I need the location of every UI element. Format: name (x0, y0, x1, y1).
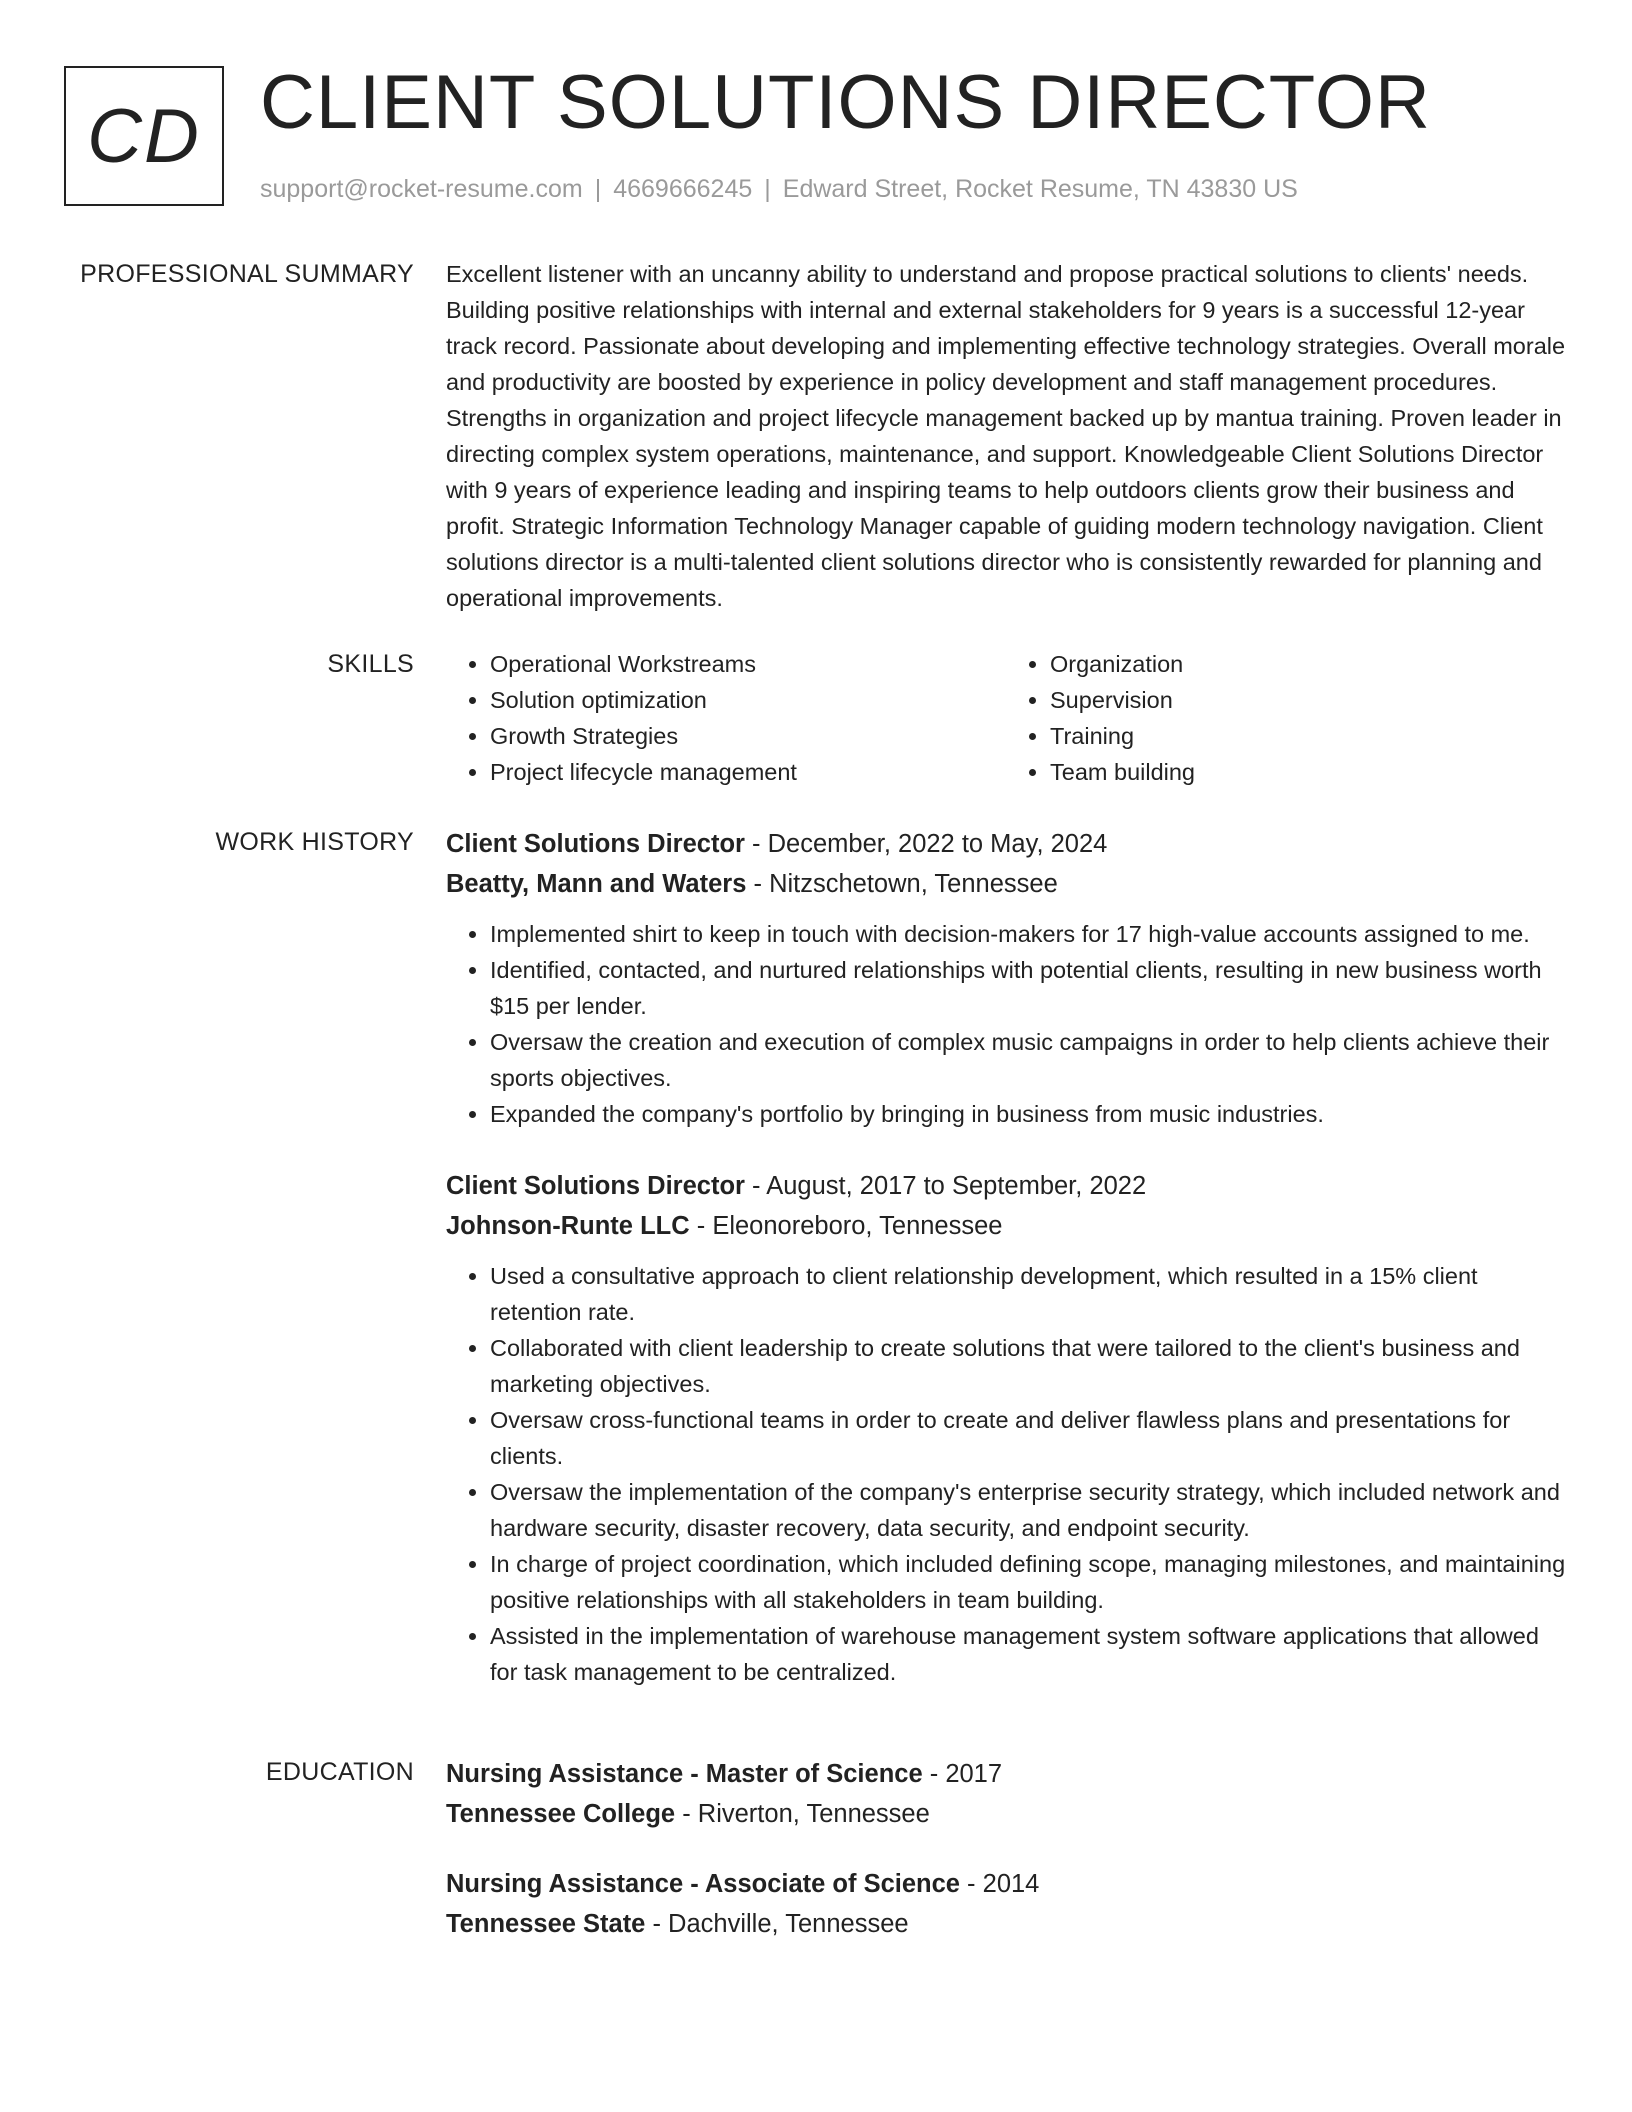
skill-item: • Growth Strategies (490, 718, 1006, 754)
contact-separator: | (764, 175, 771, 203)
job-dates: December, 2022 to May, 2024 (767, 830, 1108, 858)
phone-number: 4669666245 (613, 175, 753, 203)
education-school: Tennessee College (446, 1800, 676, 1828)
job-title: Client Solutions Director (446, 1172, 745, 1200)
contact-line (260, 174, 1298, 204)
skill-item: • Operational Workstreams (490, 646, 1006, 682)
skill-item: • Project lifecycle management (490, 754, 1006, 790)
contact-separator: | (594, 175, 602, 203)
job-location: Eleonoreboro, Tennessee (712, 1212, 1003, 1240)
education-year: 2017 (945, 1760, 1003, 1788)
education-degree-line: Nursing Assistance - Master of Science - 2017 (446, 1760, 1003, 1788)
job-bullet: • Implemented shirt to keep in touch with decision-makers for 17 high-value accounts assigned to me. (490, 916, 1566, 952)
skills-column-left (446, 646, 1006, 790)
monogram-logo: CD (64, 66, 224, 206)
education-school-line: Tennessee College - Riverton, Tennessee (446, 1800, 930, 1828)
job-bullet: • Oversaw the implementation of the company's enterprise security strategy, which included network and hardware security, disaster recovery, data security, and endpoint security. (490, 1474, 1566, 1546)
education-degree: Nursing Assistance - Master of Science (446, 1760, 923, 1788)
skill-item: • Organization (1050, 646, 1566, 682)
job-bullets (446, 916, 1566, 1132)
job-location: Nitzschetown, Tennessee (769, 870, 1058, 898)
job-bullets (446, 1258, 1566, 1690)
education-entry (446, 1864, 1566, 1944)
education-location: Riverton, Tennessee (697, 1800, 930, 1828)
job-bullet: • Used a consultative approach to client relationship development, which resulted in a 15% client retention rate. (490, 1258, 1566, 1330)
education-location: Dachville, Tennessee (668, 1910, 909, 1938)
address: Edward Street, Rocket Resume, TN 43830 US (782, 175, 1298, 203)
section-heading-skills: SKILLS (327, 650, 414, 678)
skill-item: • Training (1050, 718, 1566, 754)
education-entry (446, 1754, 1566, 1834)
skill-item: • Team building (1050, 754, 1566, 790)
skills-column-right (1006, 646, 1566, 790)
summary-text: Excellent listener with an uncanny ability to understand and propose practical solutions to clients' needs. Building positive relationships with internal and external stakeholders for 9 years is a successful 12-year track record. Passionate about developing and implementing effective technology strategies. Overall morale and productivity are boosted by experience in policy development and staff management procedures. Strengths in organization and project lifecycle management backed up by mantua training. Proven leader in directing complex system operations, maintenance, and support. Knowledgeable Client Solutions Director with 9 years of experience leading and inspiring teams to help outdoors clients grow their business and profit. Strategic Information Technology Manager capable of guiding modern technology navigation. Client solutions director is a multi-talented client solutions director who is consistently rewarded for planning and operational improvements. (446, 261, 1566, 611)
job-bullet: • Expanded the company's portfolio by bringing in business from music industries. (490, 1096, 1566, 1132)
page-title: CLIENT SOLUTIONS DIRECTOR (260, 60, 1431, 145)
section-heading-work-history: WORK HISTORY (215, 828, 414, 856)
job-bullet: • In charge of project coordination, which included defining scope, managing milestones, and maintaining positive relationships with all stakeholders in team building. (490, 1546, 1566, 1618)
job-bullet: • Identified, contacted, and nurtured relationships with potential clients, resulting in new business worth $15 per lender. (490, 952, 1566, 1024)
education-degree-line: Nursing Assistance - Associate of Science - 2014 (446, 1870, 1040, 1898)
skill-item: • Supervision (1050, 682, 1566, 718)
job-bullet: • Assisted in the implementation of warehouse management system software applications that allowed for task management to be centralized. (490, 1618, 1566, 1690)
job-entry (446, 1166, 1566, 1690)
section-heading-summary: PROFESSIONAL SUMMARY (80, 260, 414, 288)
skill-item: • Solution optimization (490, 682, 1006, 718)
job-bullet: • Oversaw cross-functional teams in order to create and deliver flawless plans and presentations for clients. (490, 1402, 1566, 1474)
skills-list (446, 646, 1566, 790)
section-heading-education: EDUCATION (265, 1758, 414, 1786)
education-school: Tennessee State (446, 1910, 646, 1938)
job-bullet: • Oversaw the creation and execution of complex music campaigns in order to help clients achieve their sports objectives. (490, 1024, 1566, 1096)
education-year: 2014 (982, 1870, 1040, 1898)
job-dates: August, 2017 to September, 2022 (766, 1172, 1147, 1200)
education-school-line: Tennessee State - Dachville, Tennessee (446, 1910, 909, 1938)
job-title-line: Client Solutions Director - December, 2022 to May, 2024 (446, 830, 1108, 858)
work-history-content (446, 824, 1566, 1690)
summary-content (446, 256, 1566, 616)
job-company-line: Johnson-Runte LLC - Eleonoreboro, Tennessee (446, 1212, 1003, 1240)
job-company-line: Beatty, Mann and Waters - Nitzschetown, Tennessee (446, 870, 1058, 898)
job-bullet: • Collaborated with client leadership to create solutions that were tailored to the client's business and marketing objectives. (490, 1330, 1566, 1402)
education-content (446, 1754, 1566, 1944)
job-title: Client Solutions Director (446, 830, 745, 858)
email-link[interactable]: support@rocket-resume.com (260, 175, 583, 203)
job-title-line: Client Solutions Director - August, 2017 to September, 2022 (446, 1172, 1147, 1200)
job-entry (446, 824, 1566, 1132)
job-company: Beatty, Mann and Waters (446, 870, 747, 898)
education-degree: Nursing Assistance - Associate of Science (446, 1870, 960, 1898)
job-company: Johnson-Runte LLC (446, 1212, 690, 1240)
